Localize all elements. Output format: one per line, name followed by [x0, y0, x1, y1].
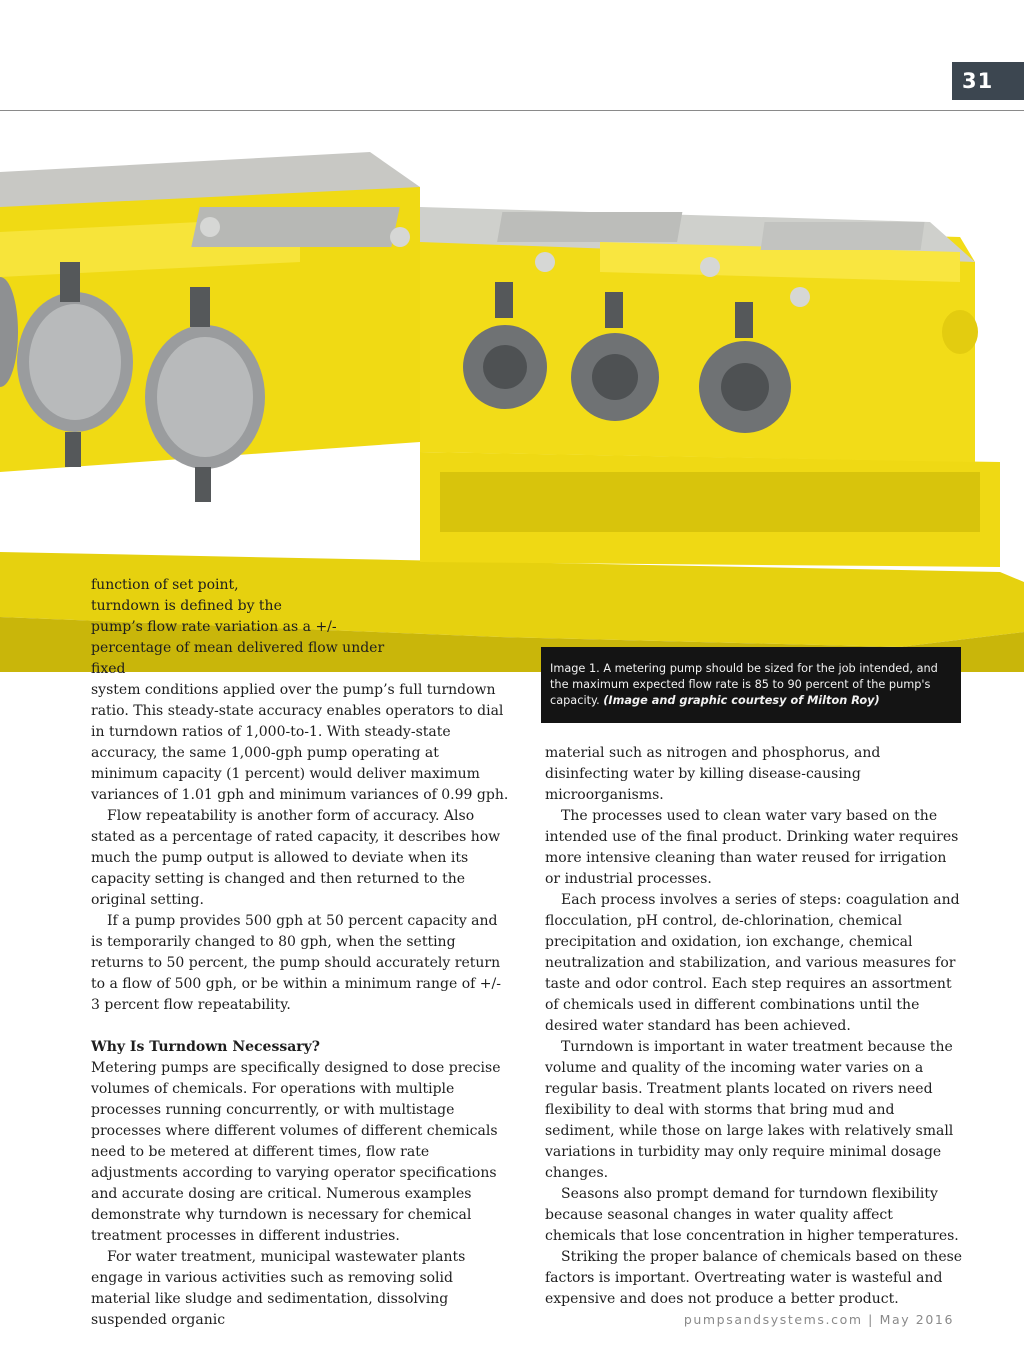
- section-heading: Why Is Turndown Necessary?: [91, 1039, 320, 1055]
- paragraph: The processes used to clean water vary based on the intended use of the final product. Drinking water requires more intensive cleaning than water reused for irrigation or industrial processes.: [545, 808, 959, 887]
- paragraph: material such as nitrogen and phosphorus, and disinfecting water by killing disease-causing microorganisms.: [545, 745, 881, 803]
- page-footer: pumpsandsystems.com | May 2016: [683, 1312, 954, 1327]
- paragraph: system conditions applied over the pump’s full turndown ratio. This steady-state accuracy enables operators to dial in turndown ratios of 1,000-to-1. With steady-state accuracy, the same 1,000-gph pump operating at minimum capacity (1 percent) would deliver maximum variances of 1.01 gph and minimum variances of 0.99 gph.: [91, 682, 509, 803]
- caption-credit: (Image and graphic courtesy of Milton Roy): [603, 694, 880, 707]
- paragraph: Each process involves a series of steps: coagulation and flocculation, pH control, de-chlorination, chemical precipitation and oxidation, ion exchange, chemical neutralization and stabilization, and various measures for taste and odor control. Each step requires an assortment of chemicals used in different combinations until the desired water standard has been achieved.: [545, 892, 960, 1034]
- image-caption: [541, 647, 961, 723]
- paragraph: Flow repeatability is another form of accuracy. Also stated as a percentage of rated capacity, it describes how much the pump output is allowed to deviate when its capacity setting is changed and then returned to the original setting.: [91, 808, 501, 908]
- paragraph: For water treatment, municipal wastewater plants engage in various activities such as removing solid material like sludge and sedimentation, dissolving suspended organic: [91, 1249, 466, 1328]
- page-number: 31: [952, 62, 1024, 100]
- paragraph: Turndown is important in water treatment because the volume and quality of the incoming water varies on a regular basis. Treatment plants located on rivers need flexibility to deal with storms that bring mud and sediment, while those on large lakes with relatively small variations in turbidity may only require minimal dosage changes.: [545, 1039, 954, 1181]
- paragraph: Seasons also prompt demand for turndown flexibility because seasonal changes in water quality affect chemicals that lose concentration in higher temperatures.: [545, 1186, 959, 1244]
- paragraph: Striking the proper balance of chemicals based on these factors is important. Overtreating water is wasteful and expensive and does not produce a better product.: [545, 1249, 963, 1307]
- paragraph: Metering pumps are specifically designed to dose precise volumes of chemicals. For operations with multiple processes running concurrently, or with multistage processes where different volumes of different chemicals need to be metered at different times, flow rate adjustments according to varying operator specifications and accurate dosing are critical. Numerous examples demonstrate why turndown is necessary for chemical treatment processes in different industries.: [91, 1060, 501, 1244]
- paragraph-line: pump’s flow rate variation as a +/-: [91, 619, 337, 635]
- paragraph: If a pump provides 500 gph at 50 percent capacity and is temporarily changed to 80 gph, when the setting returns to 50 percent, the pump should accurately return to a flow of 500 gph, or be within a minimum range of +/- 3 percent flow repeatability.: [91, 913, 501, 1013]
- paragraph-line: percentage of mean delivered flow under fixed: [91, 640, 385, 677]
- left-column: [91, 575, 509, 1331]
- header-divider: [0, 110, 1024, 111]
- paragraph-line: function of set point,: [91, 577, 239, 593]
- caption-text: Image 1. A metering pump should be sized for the job intended, and the maximum expected flow rate is 85 to 90 percent of the pump's capacity.: [550, 662, 938, 707]
- paragraph-line: turndown is defined by the: [91, 598, 282, 614]
- right-column: [545, 743, 965, 1310]
